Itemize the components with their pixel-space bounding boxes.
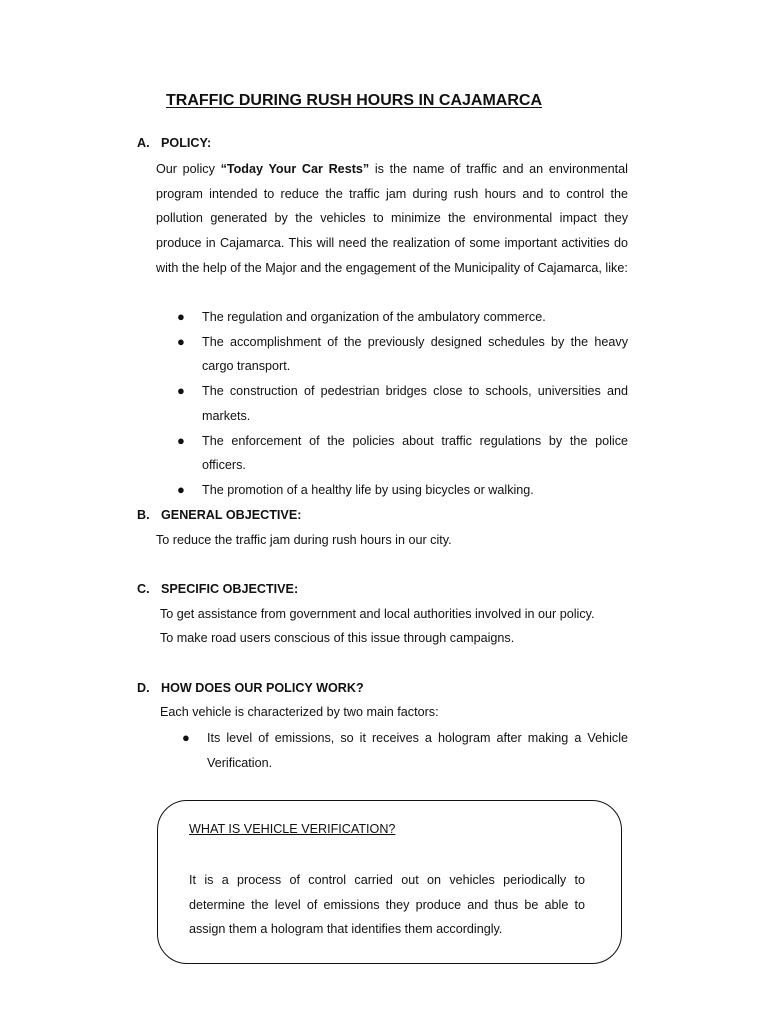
section-c-letter: C. bbox=[137, 582, 150, 596]
specific-objective-line-2: To make road users conscious of this issue through campaigns. bbox=[160, 631, 515, 645]
section-c-title: SPECIFIC OBJECTIVE: bbox=[161, 582, 299, 596]
bullet-icon: ● bbox=[177, 383, 185, 399]
list-item-text: The promotion of a healthy life by using bicycles or walking. bbox=[202, 482, 534, 497]
bullet-icon: ● bbox=[177, 309, 185, 324]
section-b-heading bbox=[137, 508, 301, 522]
bullet-icon: ● bbox=[177, 333, 185, 349]
policy-work-bullet-list bbox=[182, 726, 628, 775]
bullet-icon: ● bbox=[177, 481, 185, 497]
page-title: TRAFFIC DURING RUSH HOURS IN CAJAMARCA bbox=[166, 92, 542, 109]
section-a-title: POLICY: bbox=[161, 136, 212, 150]
specific-objective-line-1: To get assistance from government and local authorities involved in our policy. bbox=[160, 607, 595, 621]
list-item bbox=[177, 478, 628, 503]
box-text: It is a process of control carried out on vehicles periodically to determine the level of emissions they produce and thus be able to assign them a hologram that identifies them accordingly. bbox=[189, 873, 585, 937]
bullet-icon: ● bbox=[177, 432, 185, 448]
vehicle-verification-box bbox=[157, 800, 622, 964]
policy-paragraph bbox=[156, 157, 628, 281]
list-item bbox=[177, 429, 628, 478]
general-objective-text: To reduce the traffic jam during rush hours in our city. bbox=[156, 533, 452, 547]
list-item-text: The construction of pedestrian bridges close to schools, universities and markets. bbox=[202, 384, 628, 423]
policy-intro-prefix: Our policy bbox=[156, 162, 221, 176]
list-item-text: The enforcement of the policies about traffic regulations by the police officers. bbox=[202, 433, 628, 473]
section-a-heading bbox=[137, 136, 211, 150]
section-b-title: GENERAL OBJECTIVE: bbox=[161, 508, 302, 522]
list-item bbox=[177, 305, 628, 330]
list-item-text: The accomplishment of the previously designed schedules by the heavy cargo transport. bbox=[202, 334, 628, 374]
section-c-heading bbox=[137, 582, 298, 596]
list-item-text: Its level of emissions, so it receives a hologram after making a Vehicle Verification. bbox=[207, 731, 628, 770]
box-title: WHAT IS VEHICLE VERIFICATION? bbox=[189, 822, 396, 836]
section-a-letter: A. bbox=[137, 136, 150, 150]
list-item bbox=[177, 330, 628, 379]
list-item-text: The regulation and organization of the ambulatory commerce. bbox=[202, 310, 546, 324]
section-d-letter: D. bbox=[137, 681, 150, 695]
list-item bbox=[182, 726, 628, 775]
list-item bbox=[177, 379, 628, 428]
policy-bullet-list bbox=[177, 305, 628, 503]
policy-intro-suffix: is the name of traffic and an environmental program intended to reduce the traffic jam during rush hours and to control the pollution generated by the vehicles to minimize the environmental impact they produce in Cajamarca. This will need the realization of some important activities do with the help of the Major and the engagement of the Municipality of Cajamarca, like: bbox=[156, 162, 628, 275]
policy-name: “Today Your Car Rests” bbox=[220, 162, 370, 176]
section-d-heading bbox=[137, 681, 364, 695]
section-b-letter: B. bbox=[137, 508, 150, 522]
section-d-title: HOW DOES OUR POLICY WORK? bbox=[161, 681, 364, 695]
policy-work-intro: Each vehicle is characterized by two main factors: bbox=[160, 705, 439, 719]
bullet-icon: ● bbox=[182, 730, 190, 745]
